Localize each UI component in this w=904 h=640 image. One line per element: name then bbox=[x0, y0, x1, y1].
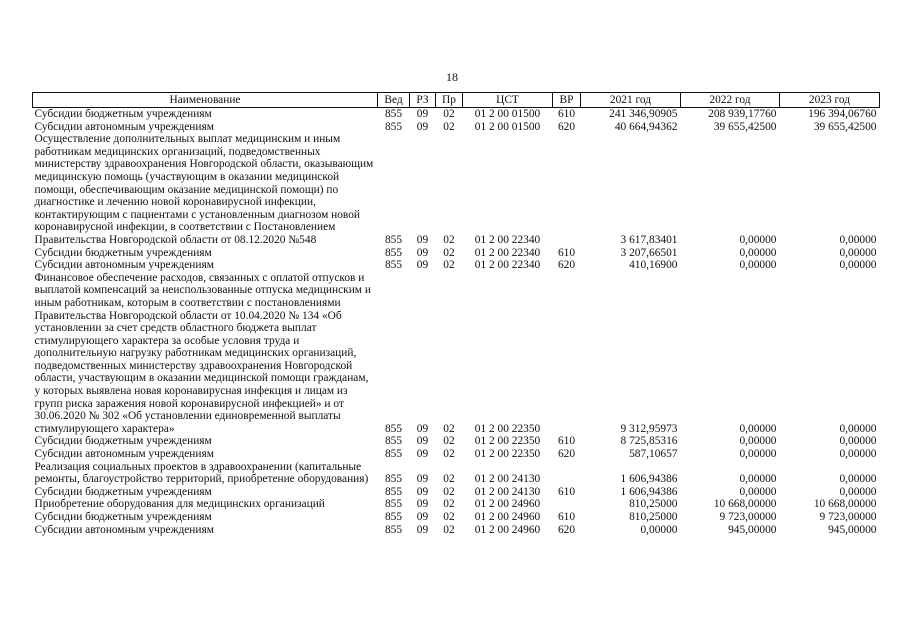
row-cst: 01 2 00 24960 bbox=[474, 511, 541, 523]
row-rz: 09 bbox=[416, 108, 429, 120]
row-2021: 810,25000 bbox=[629, 511, 678, 523]
row-ved: 855 bbox=[384, 108, 403, 120]
row-name: Приобретение оборудования для медицинских организаций bbox=[34, 498, 325, 511]
row-vr: 610 bbox=[557, 485, 576, 498]
row-2022: 0,00000 bbox=[739, 246, 777, 259]
table-row bbox=[33, 247, 880, 260]
row-ved: 855 bbox=[384, 246, 403, 259]
row-pr: 02 bbox=[443, 246, 455, 259]
table-header-row bbox=[33, 93, 880, 108]
row-ved: 855 bbox=[384, 498, 403, 511]
row-cst: 01 2 00 22340 bbox=[474, 233, 541, 246]
row-name: Субсидии бюджетным учреждениям bbox=[34, 246, 212, 259]
page-number: 18 bbox=[446, 70, 458, 84]
row-2023: 0,00000 bbox=[839, 435, 877, 448]
row-ved: 855 bbox=[384, 448, 403, 461]
row-2021: 410,16900 bbox=[629, 259, 678, 272]
row-2023: 0,00000 bbox=[839, 448, 877, 461]
row-pr: 02 bbox=[443, 511, 455, 523]
table-row bbox=[33, 259, 880, 272]
header-pr: Пр bbox=[436, 93, 463, 108]
header-name: Наименование bbox=[33, 93, 378, 108]
row-2021: 0,00000 bbox=[640, 523, 678, 536]
table-row bbox=[33, 524, 880, 537]
row-pr: 02 bbox=[443, 523, 455, 536]
row-2021: 3 207,66501 bbox=[620, 246, 678, 259]
row-2021: 241 346,90905 bbox=[609, 108, 678, 120]
row-vr bbox=[553, 272, 581, 436]
row-pr: 02 bbox=[443, 448, 455, 461]
row-vr: 610 bbox=[557, 435, 576, 448]
row-cst: 01 2 00 01500 bbox=[474, 120, 541, 133]
header-2023: 2023 год bbox=[780, 93, 880, 108]
row-rz: 09 bbox=[416, 233, 429, 246]
row-2023: 39 655,42500 bbox=[813, 120, 877, 133]
table-row bbox=[33, 121, 880, 134]
row-ved: 855 bbox=[384, 259, 403, 272]
row-vr: 620 bbox=[557, 259, 576, 272]
row-vr: 620 bbox=[557, 120, 576, 133]
row-2022: 0,00000 bbox=[739, 435, 777, 448]
row-pr: 02 bbox=[443, 485, 455, 498]
row-name: Субсидии автономным учреждениям bbox=[34, 120, 214, 133]
row-rz: 09 bbox=[416, 511, 429, 523]
row-2021: 8 725,85316 bbox=[620, 435, 678, 448]
table-row bbox=[33, 461, 880, 486]
row-cst: 01 2 00 22350 bbox=[474, 422, 541, 435]
table-row bbox=[33, 133, 880, 246]
table-row bbox=[33, 435, 880, 448]
row-2022: 208 939,17760 bbox=[708, 108, 777, 120]
row-2022: 39 655,42500 bbox=[713, 120, 777, 133]
row-2021: 40 664,94362 bbox=[614, 120, 678, 133]
row-name: Субсидии бюджетным учреждениям bbox=[34, 108, 212, 120]
row-rz: 09 bbox=[416, 473, 429, 486]
row-pr: 02 bbox=[443, 120, 455, 133]
table-body bbox=[33, 108, 880, 537]
row-ved: 855 bbox=[384, 233, 403, 246]
row-rz: 09 bbox=[416, 448, 429, 461]
row-2023: 9 723,00000 bbox=[819, 511, 877, 523]
row-cst: 01 2 00 24960 bbox=[474, 498, 541, 511]
row-cst: 01 2 00 24130 bbox=[474, 485, 541, 498]
row-name: Субсидии бюджетным учреждениям bbox=[34, 511, 212, 523]
row-rz: 09 bbox=[416, 435, 429, 448]
row-2022: 0,00000 bbox=[739, 259, 777, 272]
row-name: Осуществление дополнительных выплат медицинским и иным работникам медицинских организаций, подведомственных министерству здравоохранения Новгородской области, оказывающим медицинскую помощь (участвующим в оказании медицинской помощи, обеспечивающим оказание медицинской помощи) по диагностике и лечению новой коронавирусной инфекции, контактирующим с пациентами с установленным диагнозом новой коронавирусной инфекции, в соответствии с Постановлением Правительства Новгородской области от 08.12.2020 №548 bbox=[34, 133, 374, 246]
row-pr: 02 bbox=[443, 108, 455, 120]
row-2021: 9 312,95973 bbox=[620, 422, 678, 435]
row-pr: 02 bbox=[443, 233, 455, 246]
row-2021: 587,10657 bbox=[629, 448, 678, 461]
row-2022: 0,00000 bbox=[739, 422, 777, 435]
row-2022: 0,00000 bbox=[739, 473, 777, 486]
row-name: Реализация социальных проектов в здравоохранении (капитальные ремонты, благоустройство территорий, приобретение оборудования) bbox=[34, 460, 369, 486]
row-2021: 3 617,83401 bbox=[620, 233, 678, 246]
row-pr: 02 bbox=[443, 422, 455, 435]
row-cst: 01 2 00 22350 bbox=[474, 435, 541, 448]
row-vr: 620 bbox=[557, 523, 576, 536]
row-2023: 0,00000 bbox=[839, 473, 877, 486]
row-2023: 10 668,00000 bbox=[813, 498, 877, 511]
row-ved: 855 bbox=[384, 435, 403, 448]
row-ved: 855 bbox=[384, 473, 403, 486]
row-pr: 02 bbox=[443, 498, 455, 511]
header-rz: РЗ bbox=[410, 93, 436, 108]
row-name: Финансовое обеспечение расходов, связанных с оплатой отпусков и выплатой компенсаций за неиспользованные отпуска медицинским и иным работникам, которым в соответствии с постановлениями Правительства Новгородской области от 10.04.2020 № 134 «Об установлении за счет средств областного бюджета выплат стимулирующего характера за особые условия труда и дополнительную нагрузку работникам медицинских организаций, подведомственных министерству здравоохранения Новгородской области, участвующим в оказании медицинской помощи гражданам, у которых выявлена новая коронавирусная инфекция и лицам из групп риска заражения новой коронавирусной инфекцией» и от 30.06.2020 № 302 «Об установлении единовременной выплаты стимулирующего характера» bbox=[34, 271, 371, 435]
row-2022: 0,00000 bbox=[739, 448, 777, 461]
row-2022: 945,00000 bbox=[728, 523, 777, 536]
row-rz: 09 bbox=[416, 246, 429, 259]
row-name: Субсидии автономным учреждениям bbox=[34, 523, 214, 536]
row-2023: 945,00000 bbox=[828, 523, 877, 536]
row-rz: 09 bbox=[416, 259, 429, 272]
row-2022: 10 668,00000 bbox=[713, 498, 777, 511]
row-ved: 855 bbox=[384, 422, 403, 435]
row-cst: 01 2 00 24960 bbox=[474, 523, 541, 536]
row-2023: 196 394,06760 bbox=[808, 108, 877, 120]
row-cst: 01 2 00 01500 bbox=[474, 108, 541, 120]
header-2021: 2021 год bbox=[581, 93, 681, 108]
budget-table bbox=[32, 92, 880, 536]
row-vr: 610 bbox=[557, 108, 576, 120]
table-row bbox=[33, 498, 880, 511]
row-2023: 0,00000 bbox=[839, 233, 877, 246]
row-rz: 09 bbox=[416, 523, 429, 536]
row-ved: 855 bbox=[384, 511, 403, 523]
table-row bbox=[33, 272, 880, 436]
row-vr bbox=[553, 461, 581, 486]
row-cst: 01 2 00 22350 bbox=[474, 448, 541, 461]
row-2023: 0,00000 bbox=[839, 422, 877, 435]
row-2021: 810,25000 bbox=[629, 498, 678, 511]
row-pr: 02 bbox=[443, 435, 455, 448]
row-vr bbox=[553, 498, 581, 511]
row-name: Субсидии бюджетным учреждениям bbox=[34, 485, 212, 498]
header-ved: Вед bbox=[378, 93, 410, 108]
header-2022: 2022 год bbox=[681, 93, 780, 108]
row-vr bbox=[553, 133, 581, 246]
row-2023: 0,00000 bbox=[839, 259, 877, 272]
row-vr: 620 bbox=[557, 448, 576, 461]
row-rz: 09 bbox=[416, 120, 429, 133]
row-pr: 02 bbox=[443, 473, 455, 486]
row-vr: 610 bbox=[557, 511, 576, 523]
row-2022: 9 723,00000 bbox=[719, 511, 777, 523]
row-cst: 01 2 00 22340 bbox=[474, 246, 541, 259]
row-rz: 09 bbox=[416, 485, 429, 498]
row-rz: 09 bbox=[416, 422, 429, 435]
row-2022: 0,00000 bbox=[739, 233, 777, 246]
row-2021: 1 606,94386 bbox=[620, 473, 678, 486]
table-row bbox=[33, 448, 880, 461]
row-cst: 01 2 00 24130 bbox=[474, 473, 541, 486]
table-row bbox=[33, 486, 880, 499]
row-name: Субсидии бюджетным учреждениям bbox=[34, 435, 212, 448]
row-name: Субсидии автономным учреждениям bbox=[34, 259, 214, 272]
row-2021: 1 606,94386 bbox=[620, 485, 678, 498]
row-rz: 09 bbox=[416, 498, 429, 511]
table-row bbox=[33, 511, 880, 524]
row-vr: 610 bbox=[557, 246, 576, 259]
row-2023: 0,00000 bbox=[839, 485, 877, 498]
row-ved: 855 bbox=[384, 485, 403, 498]
row-ved: 855 bbox=[384, 120, 403, 133]
row-2023: 0,00000 bbox=[839, 246, 877, 259]
table-row bbox=[33, 108, 880, 121]
header-cst: ЦСТ bbox=[463, 93, 553, 108]
row-ved: 855 bbox=[384, 523, 403, 536]
header-vr: ВР bbox=[553, 93, 581, 108]
row-cst: 01 2 00 22340 bbox=[474, 259, 541, 272]
row-2022: 0,00000 bbox=[739, 485, 777, 498]
row-pr: 02 bbox=[443, 259, 455, 272]
row-name: Субсидии автономным учреждениям bbox=[34, 448, 214, 461]
